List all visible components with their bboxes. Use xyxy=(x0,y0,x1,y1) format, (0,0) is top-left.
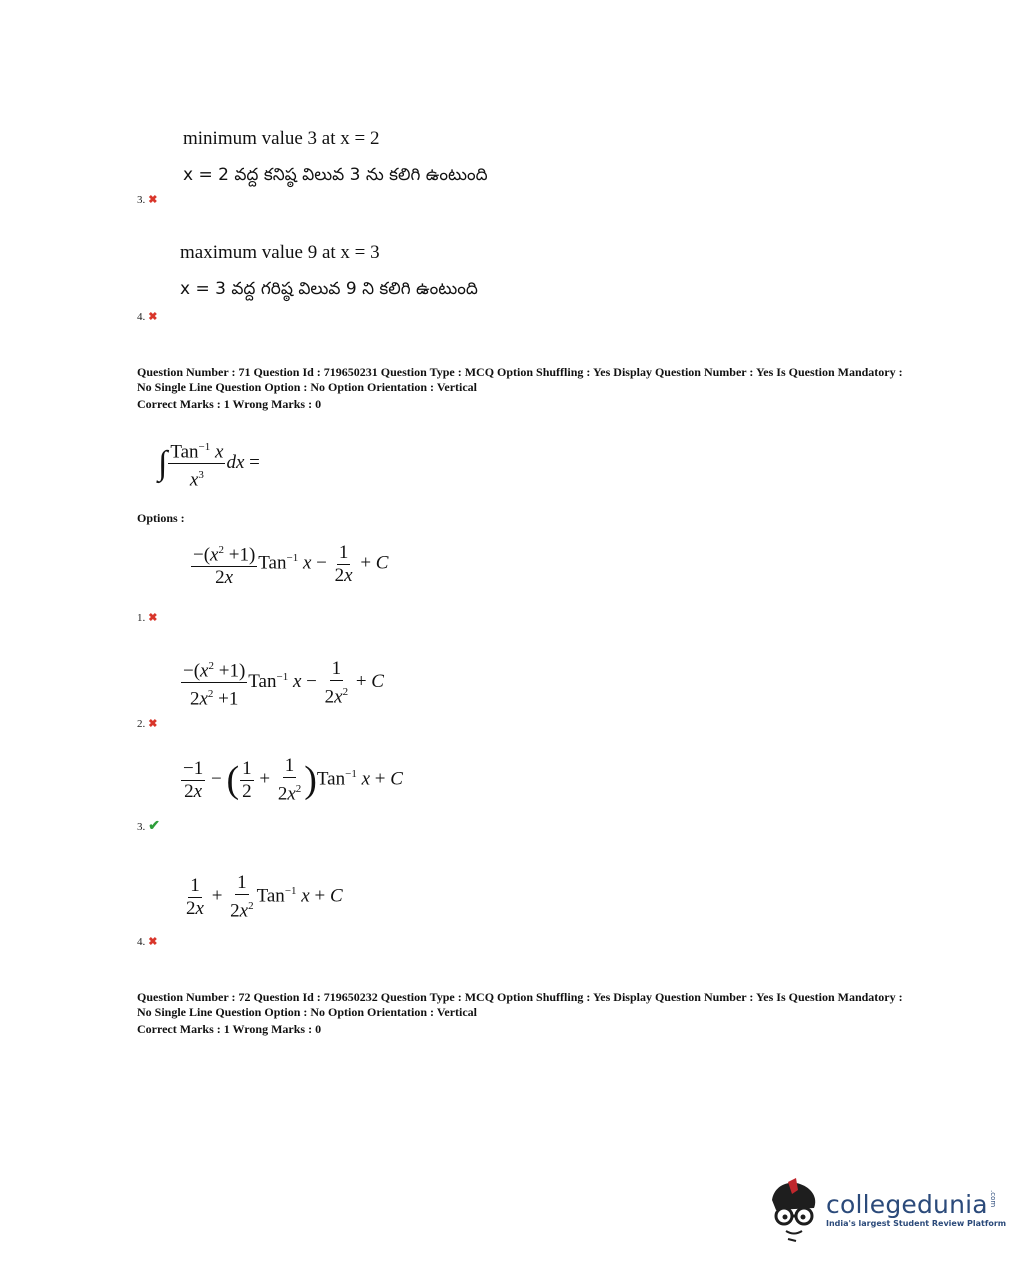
q72-meta-line2: Correct Marks : 1 Wrong Marks : 0 xyxy=(137,1022,322,1036)
q71-option-3-equation: $\frac{-1}{2x}$ − ( $\frac{1}{2}$ + $\frac{1}{2x^2}$ )Tan$^{-1}$ x + C xyxy=(183,755,403,805)
option-number: 4. xyxy=(137,310,146,323)
logo-name: collegedunia xyxy=(826,1190,988,1219)
q71-meta-line1: Question Number : 71 Question Id : 719650231 Question Type : MCQ Option Shuffling : Yes Display Question Number : Yes Is Question Mandatory : No Single Line Question Option : No Option Orientation : Vertical xyxy=(137,365,903,394)
q71-meta-line2: Correct Marks : 1 Wrong Marks : 0 xyxy=(137,397,322,411)
q71-option-2-marker xyxy=(137,717,157,730)
mascot-icon xyxy=(766,1176,822,1242)
q71-question-equation: ∫ $\frac{Tan^{-1} x}{x^3}$ dx = xyxy=(158,437,260,491)
option-4-telugu: x = 3 వద్ద గరిష్ఠ విలువ 9 ని కలిగి ఉంటుంది xyxy=(180,279,478,299)
q71-option-1-equation: $\frac{-(x^2 +1)}{2x}$ Tan$^{-1}$ x − $\frac{1}{2x}$ + C xyxy=(193,541,389,589)
q72-meta xyxy=(137,990,907,1037)
option-number: 2. xyxy=(137,717,146,730)
wrong-icon: ✖ xyxy=(148,311,158,323)
logo-suffix: .com xyxy=(988,1190,997,1208)
q72-meta-line1: Question Number : 72 Question Id : 719650232 Question Type : MCQ Option Shuffling : Yes Display Question Number : Yes Is Question Mandatory : No Single Line Question Option : No Option Orientation : Vertical xyxy=(137,990,903,1019)
option-3-english: minimum value 3 at x = 2 xyxy=(183,128,380,149)
q71-option-1-marker xyxy=(137,611,157,624)
wrong-icon: ✖ xyxy=(148,718,158,730)
q71-option-4-equation: $\frac{1}{2x}$ + $\frac{1}{2x^2}$ Tan$^{-1}$ x + C xyxy=(186,872,343,922)
option-number: 3. xyxy=(137,193,146,206)
q71-option-4-marker xyxy=(137,935,157,948)
options-label: Options : xyxy=(137,511,185,525)
q71-meta xyxy=(137,365,907,412)
collegedunia-logo xyxy=(766,1176,1006,1242)
q71-option-2-equation: $\frac{-(x^2 +1)}{2x^2 +1}$ Tan$^{-1}$ x − $\frac{1}{2x^2}$ + C xyxy=(183,657,384,710)
option-number: 4. xyxy=(137,935,146,948)
option-number: 1. xyxy=(137,611,146,624)
wrong-icon: ✖ xyxy=(148,612,158,624)
option-4-english: maximum value 9 at x = 3 xyxy=(180,242,380,263)
option-number: 3. xyxy=(137,820,146,833)
wrong-icon: ✖ xyxy=(148,936,158,948)
option-4-marker xyxy=(137,310,157,323)
check-icon: ✔ xyxy=(148,819,160,834)
q71-option-3-marker xyxy=(137,818,160,835)
option-3-marker xyxy=(137,193,157,206)
option-3-telugu: x = 2 వద్ద కనిష్ఠ విలువ 3 ను కలిగి ఉంటుంది xyxy=(183,165,488,185)
wrong-icon: ✖ xyxy=(148,194,158,206)
logo-tagline: India's largest Student Review Platform xyxy=(826,1219,1007,1228)
